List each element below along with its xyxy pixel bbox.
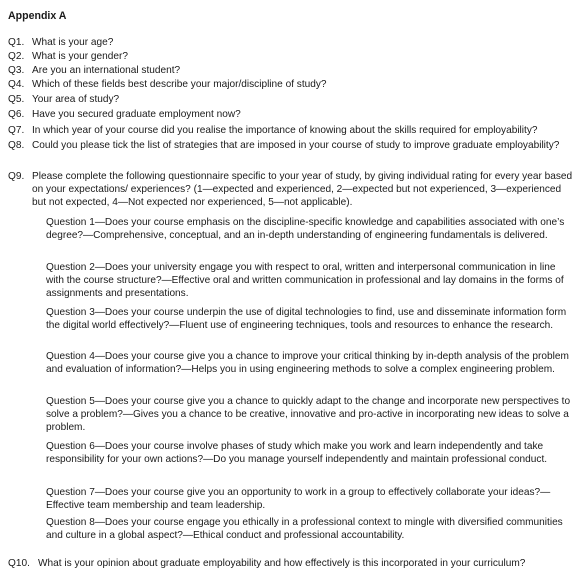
question-number: Q2.	[8, 51, 25, 62]
subquestion: Question 2—Does your university engage you with respect to oral, written and interpersonal communication in line with the course structure?—Effective oral and written communication in professional and lay domains in the forms of assignments and presentations.	[46, 262, 564, 300]
subquestion: Question 8—Does your course engage you ethically in a professional context to mingle with diversified communities and culture in a global aspect?—Ethical conduct and professional accountability.	[46, 517, 563, 542]
question-text: Your area of study?	[32, 94, 120, 105]
question-text: Are you an international student?	[32, 65, 181, 76]
question-text: Please complete the following questionnaire specific to your year of study, by giving individual rating for every year based on your expectations/ experiences? (1—expected and experienced, 2—expected but not experienced, 3—experienced but not expected, 4—Not expected nor experienced, 5—not applicable).	[32, 171, 573, 209]
question-number: Q6.	[8, 109, 25, 120]
subquestion: Question 5—Does your course give you a chance to quickly adapt to the change and incorporate new perspectives to solve a problem?—Gives you a chance to be creative, innovative and pro-active in incorporating new ideas to solve a problem.	[46, 396, 571, 434]
question-row	[8, 93, 574, 106]
subquestion: Question 4—Does your course give you a chance to improve your critical thinking by in-depth analysis of the problem and evaluation of information?—Helps you in using engineering methods to solve a complex engineering problem.	[46, 351, 569, 376]
question-text: Which of these fields best describe your major/discipline of study?	[32, 79, 327, 90]
question-row	[8, 50, 574, 63]
subquestion: Question 7—Does your course give you an opportunity to work in a group to effectively collaborate your ideas?—Effective team membership and team leadership.	[46, 487, 551, 512]
question-row	[8, 124, 574, 137]
question-number: Q7.	[8, 125, 25, 136]
subquestion: Question 3—Does your course underpin the use of digital technologies to find, use and disseminate information form the digital world effectively?—Fluent use of engineering techniques, tools and resources to enhance the research.	[46, 307, 567, 332]
question-text: What is your gender?	[32, 51, 128, 62]
question-row	[8, 64, 574, 77]
question-number: Q9.	[8, 171, 25, 182]
subquestion: Question 1—Does your course emphasis on the discipline-specific knowledge and capabilities associated with one’s degree?—Comprehensive, conceptual, and an in-depth understanding of engineering fundamentals is delivered.	[46, 217, 565, 242]
question-row	[8, 78, 574, 91]
question-row	[8, 557, 574, 570]
subquestion: Question 6—Does your course involve phases of study which make you work and learn independently and take responsibility for your own actions?—Do you manage yourself independently and maintain professional conduct.	[46, 441, 548, 466]
question-row	[8, 139, 574, 152]
question-text: In which year of your course did you realise the importance of knowing about the skills required for employability?	[32, 125, 538, 136]
question-row	[8, 36, 574, 49]
question-number: Q1.	[8, 37, 25, 48]
question-text: Have you secured graduate employment now?	[32, 109, 241, 120]
question-text: Could you please tick the list of strategies that are imposed in your course of study to improve graduate employability?	[32, 140, 560, 151]
question-text: What is your opinion about graduate employability and how effectively is this incorporated in your curriculum?	[38, 558, 526, 569]
question-text: What is your age?	[32, 37, 114, 48]
appendix-heading: Appendix A	[8, 10, 67, 22]
question-number: Q4.	[8, 79, 25, 90]
question-number: Q3.	[8, 65, 25, 76]
question-number: Q5.	[8, 94, 25, 105]
question-row	[8, 108, 574, 121]
question-row	[8, 170, 574, 209]
question-number: Q10.	[8, 558, 30, 569]
question-number: Q8.	[8, 140, 25, 151]
